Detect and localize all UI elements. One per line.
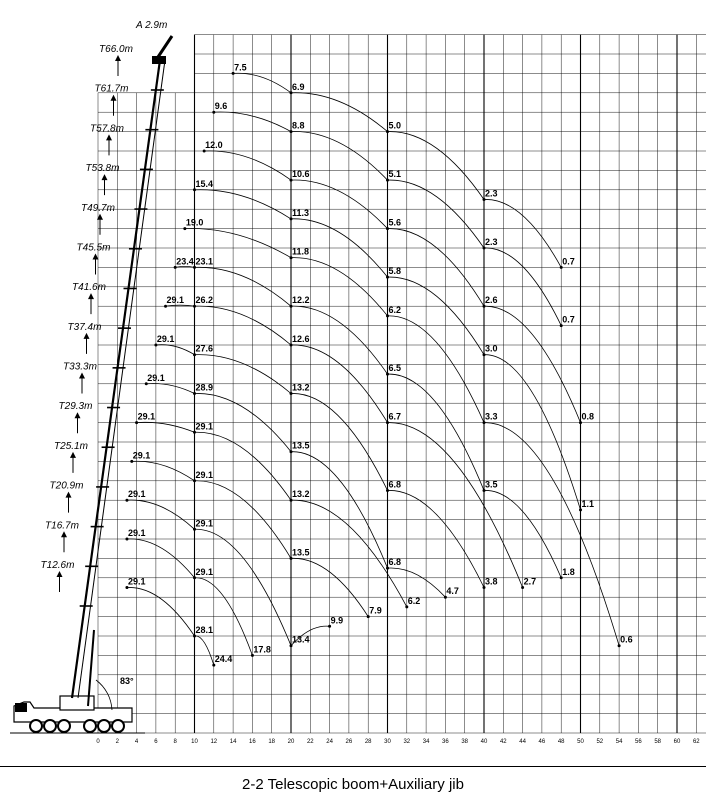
load-value-label: 26.2: [195, 295, 214, 306]
arrow-head-icon: [115, 55, 121, 61]
arrow-head-icon: [102, 174, 108, 180]
luffing-cylinder: [88, 630, 94, 706]
x-tick-label: 46: [538, 739, 546, 745]
boom-length-label: T45.5m: [76, 242, 111, 254]
boom-length-label: T61.7m: [94, 83, 129, 95]
load-value-label: 12.2: [292, 295, 310, 306]
arrow-head-icon: [84, 333, 90, 339]
x-tick-label: 24: [326, 739, 333, 745]
load-value-label: 5.6: [388, 217, 402, 228]
load-value-label: 27.6: [195, 343, 214, 354]
arrow-head-icon: [66, 492, 72, 498]
load-value-label: 12.0: [205, 140, 223, 150]
crane-cab: [15, 703, 27, 712]
crane-wheel: [84, 720, 96, 732]
load-value-label: 7.9: [369, 605, 382, 616]
x-tick-label: 2: [115, 739, 119, 745]
load-value-label: 0.7: [562, 256, 575, 267]
load-value-label: 11.3: [292, 207, 310, 218]
boom-length-label: T20.9m: [49, 480, 84, 492]
boom-length-label: T66.0m: [99, 44, 133, 55]
load-value-label: 28.1: [195, 625, 214, 635]
load-value-label: 24.4: [214, 654, 233, 665]
load-value-label: 6.7: [388, 411, 402, 422]
arrow-head-icon: [106, 134, 112, 140]
x-tick-label: 54: [615, 739, 623, 745]
load-value-label: 17.8: [253, 644, 271, 655]
x-tick-label: 50: [577, 739, 584, 745]
divider-line: [0, 766, 706, 767]
arrow-head-icon: [111, 95, 117, 101]
load-curve-line: [156, 345, 484, 588]
load-value-label: 0.8: [581, 411, 595, 422]
x-tick-label: 42: [499, 739, 507, 745]
arrow-head-icon: [61, 531, 67, 537]
load-value-label: 3.8: [485, 576, 498, 587]
boom-angle-label: 83°: [120, 676, 134, 686]
crane-wheel: [112, 720, 124, 732]
arrow-head-icon: [70, 452, 76, 458]
x-tick-label: 62: [692, 739, 700, 745]
boom-length-label: T41.6m: [72, 282, 106, 294]
x-tick-label: 56: [635, 739, 642, 745]
load-value-label: 6.2: [388, 304, 402, 315]
x-tick-label: 30: [384, 739, 391, 745]
load-value-label: 29.1: [127, 576, 146, 587]
load-value-label: 29.1: [127, 489, 146, 500]
load-value-label: 3.0: [485, 343, 498, 354]
load-value-label: 6.8: [388, 557, 402, 568]
angle-arc: [96, 680, 112, 710]
load-value-label: 3.5: [485, 479, 498, 490]
load-value-label: 9.9: [330, 615, 344, 626]
x-tick-label: 44: [519, 739, 526, 745]
load-value-label: 29.1: [195, 518, 214, 529]
load-value-label: 19.0: [185, 217, 204, 228]
x-tick-label: 8: [173, 739, 177, 745]
load-value-label: 6.8: [388, 479, 402, 490]
load-value-label: 2.3: [485, 188, 498, 199]
crane-wheel: [98, 720, 110, 732]
load-value-label: 13.2: [292, 382, 310, 393]
x-tick-label: 0: [96, 739, 100, 745]
x-tick-label: 22: [306, 739, 314, 745]
x-tick-label: 20: [287, 739, 295, 745]
x-tick-label: 18: [268, 739, 276, 745]
x-tick-label: 6: [154, 739, 158, 745]
load-value-label: 15.4: [195, 178, 214, 189]
load-curve-line: [127, 500, 330, 646]
load-value-label: 1.8: [562, 566, 575, 577]
x-tick-label: 32: [403, 739, 411, 745]
x-tick-label: 16: [249, 739, 256, 745]
load-value-label: 29.1: [132, 450, 151, 461]
load-value-label: 1.1: [581, 498, 595, 509]
arrow-head-icon: [57, 571, 63, 577]
load-value-label: 8.8: [292, 120, 305, 131]
boom-length-label: T12.6m: [40, 560, 75, 571]
load-value-label: 2.7: [523, 576, 537, 587]
x-tick-label: 48: [557, 739, 565, 745]
load-value-label: 10.6: [292, 169, 310, 180]
load-value-label: 28.9: [195, 382, 214, 393]
load-value-label: 23.1: [195, 256, 214, 267]
load-value-label: 13.5: [292, 547, 310, 558]
arrow-head-icon: [75, 412, 81, 418]
x-tick-label: 38: [461, 739, 469, 745]
load-value-label: 3.3: [485, 411, 498, 422]
x-tick-label: 58: [654, 739, 662, 745]
boom-length-label: T49.7m: [81, 202, 115, 214]
crane-wheel: [58, 720, 70, 732]
load-value-label: 7.5: [234, 62, 247, 73]
load-value-label: 23.4: [176, 256, 194, 267]
load-curve-line: [185, 228, 619, 645]
load-value-label: 12.6: [292, 334, 310, 344]
boom-length-label: T29.3m: [58, 401, 93, 413]
load-value-label: 29.1: [137, 411, 156, 422]
load-value-label: 5.0: [388, 120, 402, 131]
arrow-head-icon: [88, 293, 94, 299]
x-tick-label: 34: [422, 739, 430, 745]
x-tick-label: 10: [191, 739, 198, 745]
chart-grid: [96, 33, 706, 745]
load-value-label: 29.1: [147, 372, 165, 383]
load-value-label: 13.2: [292, 489, 310, 500]
boom-length-label: T57.8m: [90, 123, 124, 135]
x-tick-label: 60: [673, 739, 681, 745]
load-value-label: 5.1: [388, 169, 402, 180]
boom-length-label: T25.1m: [54, 440, 88, 452]
load-value-label: 6.9: [292, 81, 305, 92]
load-value-label: 2.3: [485, 237, 498, 247]
load-value-label: 0.6: [620, 634, 633, 645]
x-tick-label: 4: [134, 739, 139, 745]
load-value-label: 29.1: [127, 528, 146, 538]
crane-wheel: [30, 720, 42, 732]
arrow-head-icon: [93, 253, 99, 259]
load-value-label: 13.4: [292, 634, 310, 645]
load-value-label: 0.7: [562, 314, 575, 325]
load-value-label: 9.6: [214, 101, 228, 112]
x-tick-label: 14: [229, 739, 237, 745]
crane-wheel: [44, 720, 56, 732]
load-value-label: 6.2: [407, 595, 421, 606]
load-value-label: 6.5: [388, 363, 402, 374]
load-value-label: 29.1: [195, 469, 214, 480]
load-value-label: 4.7: [446, 586, 459, 597]
boom-head: [152, 56, 166, 64]
x-tick-label: 12: [210, 739, 218, 745]
chart-caption: 2-2 Telescopic boom+Auxiliary jib: [242, 776, 464, 793]
x-tick-label: 28: [364, 739, 372, 745]
load-value-label: 29.1: [195, 566, 214, 577]
load-value-label: 29.1: [195, 421, 214, 432]
load-value-label: 13.5: [292, 440, 310, 451]
x-tick-label: 26: [345, 739, 353, 745]
arrow-head-icon: [79, 373, 85, 379]
boom-length-label: T37.4m: [67, 321, 102, 333]
load-value-label: 5.8: [388, 266, 402, 277]
load-curve-line: [166, 305, 523, 587]
load-value-label: 2.6: [485, 295, 498, 306]
x-tick-label: 36: [442, 739, 449, 745]
load-value-label: 11.8: [292, 246, 310, 257]
boom-length-label: T33.3m: [63, 361, 97, 373]
boom-length-label: T16.7m: [45, 520, 79, 532]
jib-length-label: A 2.9m: [136, 20, 168, 31]
load-value-label: 29.1: [156, 334, 175, 344]
x-tick-label: 40: [480, 739, 488, 745]
x-tick-label: 52: [596, 739, 604, 745]
boom-length-label: T53.8m: [85, 163, 120, 175]
load-value-label: 29.1: [166, 295, 185, 306]
